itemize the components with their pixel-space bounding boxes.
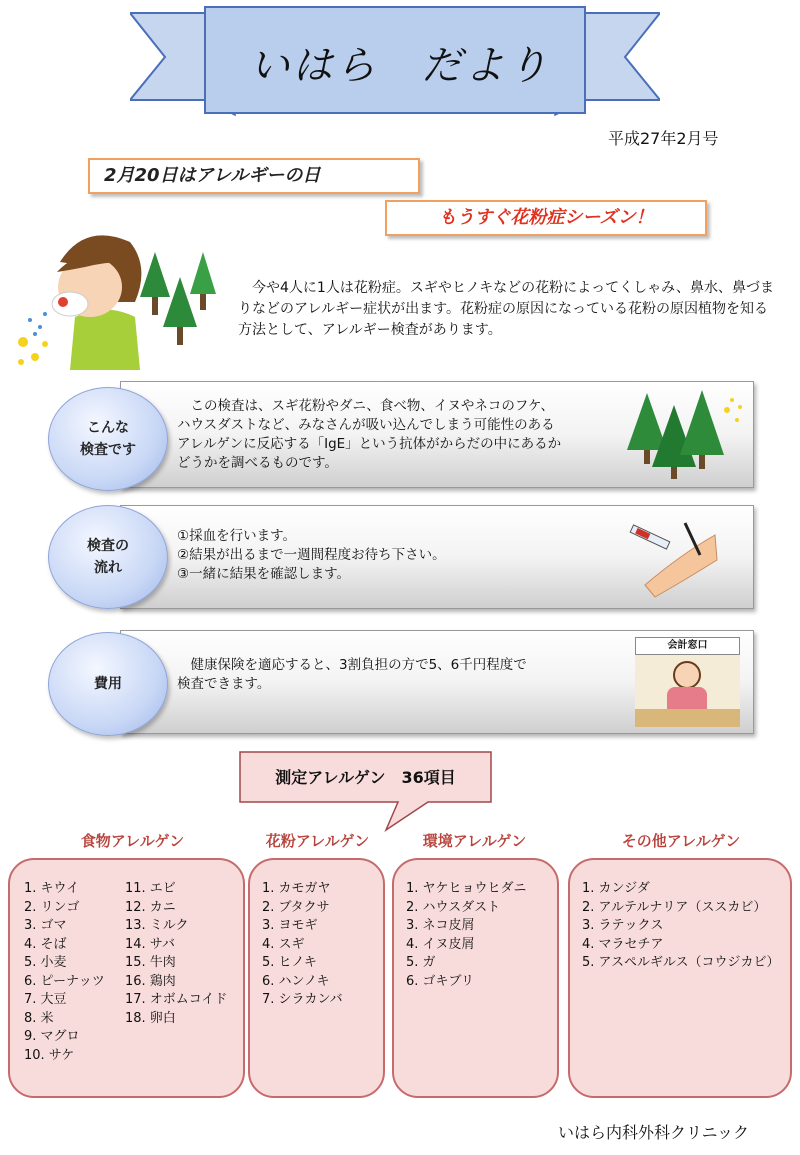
- syringe-arm-illustration: [625, 515, 720, 600]
- cashier-illustration: [635, 637, 740, 727]
- pollen-season-headline: もうすぐ花粉症シーズン！: [385, 200, 707, 236]
- test-description-text: この検査は、スギ花粉やダニ、食べ物、イヌやネコのフケ、 ハウスダストなど、みなさんが吸い込んでしまう可能性のある アレルゲンに反応する「IgE」という抗体がからだの中にあるか どうかを調べるものです。: [177, 398, 562, 471]
- cashier-sign: 会計窓口: [635, 637, 740, 655]
- environment-allergen-box: [392, 858, 559, 1098]
- trees-illustration: [622, 385, 747, 480]
- label-test-flow: 検査の 流れ: [48, 505, 168, 609]
- food-allergen-box: [8, 858, 245, 1098]
- cost-text: 健康保険を適応すると、3割負担の方で5、6千円程度で 検査できます。: [177, 657, 527, 692]
- pollen-allergen-box: [248, 858, 385, 1098]
- allergen-count-heading: 測定アレルゲン 36項目: [275, 768, 456, 787]
- pollen-allergen-list: 1. カモガヤ 2. ブタクサ 3. ヨモギ 4. スギ 5. ヒノキ 6. ハンノキ 7. シラカンバ: [262, 881, 343, 1007]
- newsletter-title: いはら だより: [249, 43, 551, 89]
- food-allergen-list-1: 1. キウイ 2. リンゴ 3. ゴマ 4. そば 5. 小麦 6. ピーナッツ 7. 大豆 8. 米 9. マグロ 10. サケ: [24, 881, 105, 1063]
- environment-allergen-list: 1. ヤケヒョウヒダニ 2. ハウスダスト 3. ネコ皮屑 4. イヌ皮屑 5. ガ 6. ゴキブリ: [406, 881, 527, 989]
- food-allergen-list-2: 11. エビ 12. カニ 13. ミルク 14. サバ 15. 牛肉 16. 鶏肉 17. オボムコイド 18. 卵白: [125, 881, 228, 1026]
- sneezing-woman-illustration: [15, 222, 230, 370]
- environment-allergen-title: 環境アレルゲン: [422, 832, 527, 850]
- other-allergen-title: その他アレルゲン: [621, 832, 741, 850]
- allergy-day-headline: 2月20日はアレルギーの日: [88, 158, 420, 194]
- pollen-allergen-title: 花粉アレルゲン: [265, 832, 370, 850]
- clinic-name: いはら内科外科クリニック: [558, 1123, 750, 1142]
- intro-paragraph: 今や4人に1人は花粉症。スギやヒノキなどの花粉によってくしゃみ、鼻水、鼻づまりなどのアレルギー症状が出ます。花粉症の原因になっている花粉の原因植物を知る方法として、アレルギー検査があります。: [238, 280, 774, 338]
- other-allergen-list: 1. カンジダ 2. アルテルナリア（ススカビ） 3. ラテックス 4. マラセチア 5. アスペルギルス（コウジカビ）: [582, 881, 780, 970]
- allergen-count-callout: [238, 750, 493, 832]
- issue-date: 平成27年2月号: [608, 129, 719, 148]
- food-allergen-title: 食物アレルゲン: [80, 832, 185, 850]
- other-allergen-box: [568, 858, 792, 1098]
- label-cost: 費用: [48, 632, 168, 736]
- label-what-is-test: こんな 検査です: [48, 387, 168, 491]
- test-flow-text: ①採血を行います。 ②結果が出るまで一週間程度お待ち下さい。 ③一緒に結果を確認します。: [177, 528, 446, 582]
